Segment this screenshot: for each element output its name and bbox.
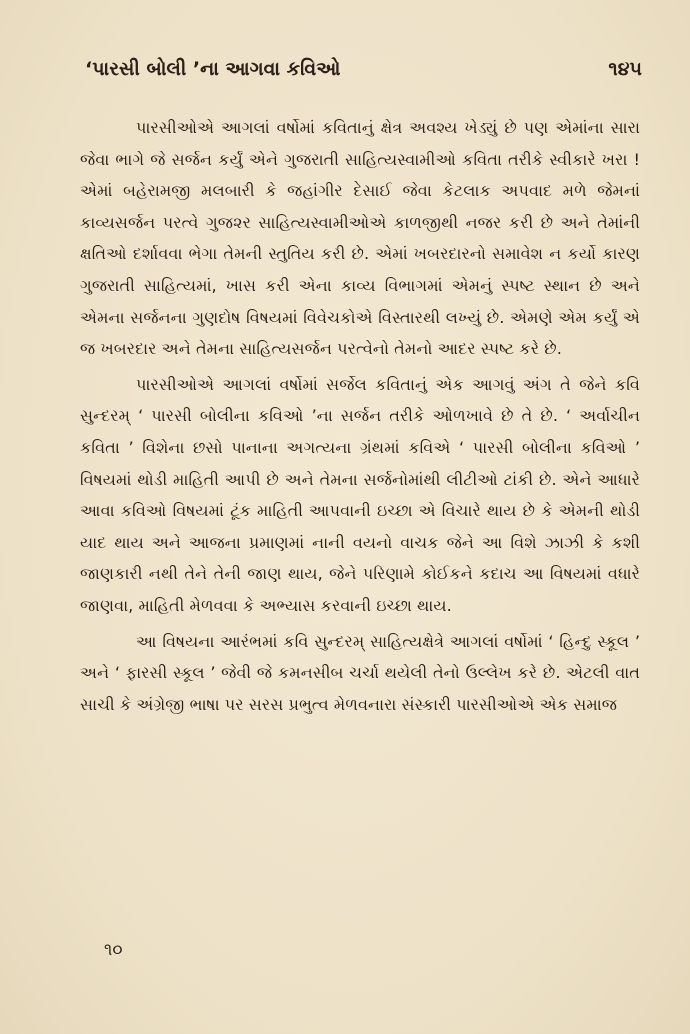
running-title: ‘પારસી બોલી ’ના આગવા કવિઓ — [85, 58, 341, 80]
page-number: ૧૪૫ — [608, 58, 642, 80]
paragraph-3: આ વિષયના આરંભમાં કવિ સુન્દરમ્ સાહિત્યક્ષેત્રે આગલાં વર્ષોમાં ‘ હિન્દુ સ્કૂલ ’ અને ‘ ફારસી સ્કૂલ ’ જેવી જે કમનસીબ ચર્ચા થયેલી તેનો ઉલ્લેખ કરે છે. એટલી વાત સાચી કે અંગ્રેજી ભાષા પર સરસ પ્રભુત્વ મેળવનારા સંસ્કારી પારસીઓએ એક સમાજ — [80, 631, 640, 714]
signature-mark: ૧૦ — [104, 940, 123, 960]
body-text — [80, 112, 640, 724]
paragraph-1: પારસીઓએ આગલાં વર્ષોમાં કવિતાનું ક્ષેત્ર અવશ્ય ખેડ્યું છે પણ એમાંના સારા જેવા ભાગે જે સર્જન કર્યું એને ગુજરાતી સાહિત્યસ્વામીઓ કવિતા તરીકે સ્વીકારે ખરા ! એમાં બહેરામજી મલબારી કે જહાંગીર દેસાઈ જેવા કેટલાક અપવાદ મળે જેમનાં કાવ્યસર્જન પરત્વે ગુજ૨ર સાહિત્યસ્વામીઓએ કાળજીથી નજર કરી છે અને તેમાંની ક્ષતિઓ દર્શાવવા ભેગા તેમની સ્તુતિય કરી છે. એમાં ખબરદારનો સમાવેશ ન કર્યો કારણ ગુજરાતી સાહિત્યમાં, ખાસ કરી એના કાવ્ય વિભાગમાં એમનું સ્પષ્ટ સ્થાન છે અને એમના સર્જનના ગુણદોષ વિષયમાં વિવેચકોએ વિસ્તારથી લખ્યું છે. એમણે એમ કર્યું એ જ ખબરદાર અને તેમના સાહિત્યસર્જન પરત્વેનો તેમનો આદર સ્પષ્ટ કરે છે. — [80, 118, 640, 359]
paragraph-2: પારસીઓએ આગલાં વર્ષોમાં સર્જેલ કવિતાનું એક આગવું અંગ તે જેને કવિ સુન્દરમ્ ‘ પારસી બોલીના કવિઓ ’ના સર્જન તરીકે ઓળખાવે છે તે છે. ‘ અર્વાચીન કવિતા ’ વિશેના છસો પાનાના અગત્યના ગ્રંથમાં કવિએ ‘ પારસી બોલીના કવિઓ ’ વિષયમાં થોડી માહિતી આપી છે અને તેમના સર્જનોમાંથી લીટીઓ ટાંકી છે. એને આધારે આવા કવિઓ વિષયમાં ટૂંક માહિતી આપવાની ઇચ્છા એ વિચારે થાય છે કે એમની થોડી યાદ થાય અને આજના પ્રમાણમાં નાની વયનો વાચક જેને આ વિશે ઝાઝી કે કશી જાણકારી નથી તેને તેની જાણ થાય, જેને પરિણામે કોઈકને કદાચ આ વિષયમાં વધારે જાણવા, માહિતી મેળવવા કે અભ્યાસ કરવાની ઇચ્છા થાય. — [80, 374, 640, 615]
page-header — [85, 58, 642, 92]
